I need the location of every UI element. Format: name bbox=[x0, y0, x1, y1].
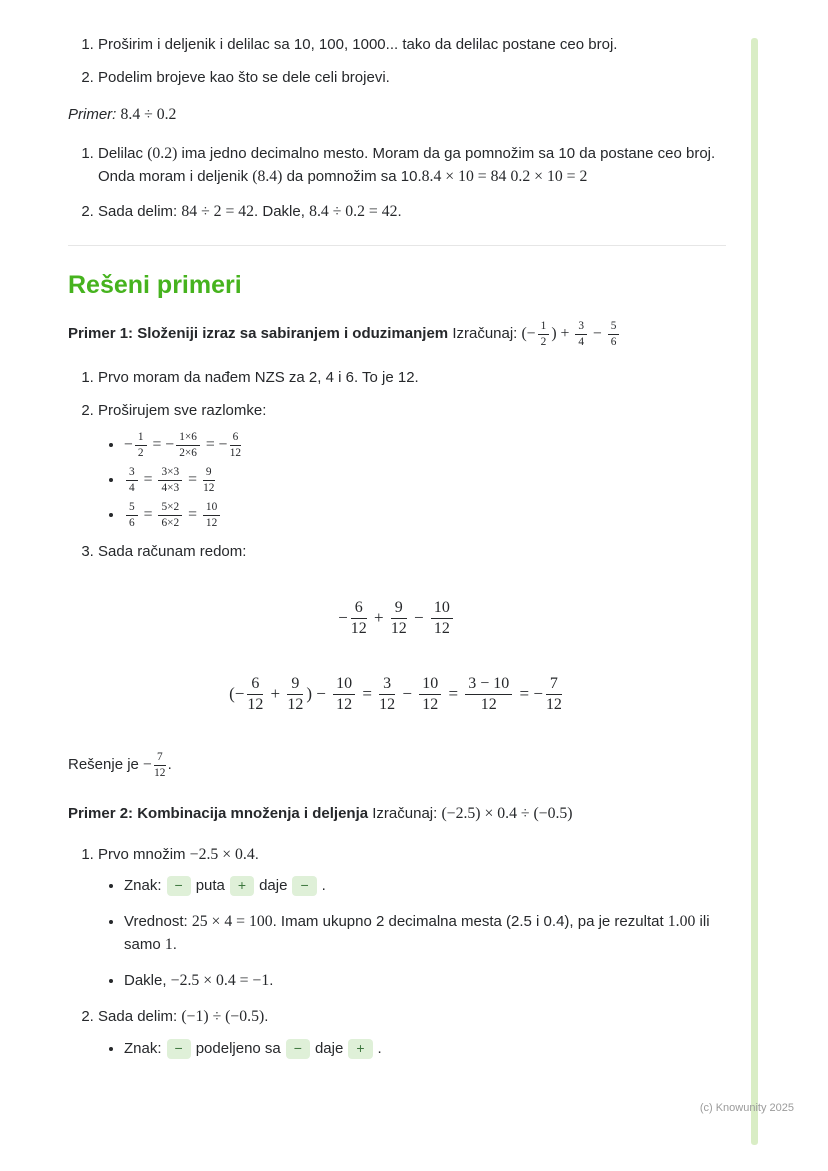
sign-badge-plus: + bbox=[230, 876, 254, 897]
text-run: . bbox=[264, 1008, 269, 1026]
solution-expression: − $\frac{7}{12}$ bbox=[143, 750, 166, 779]
division-step-1 bbox=[98, 142, 726, 188]
division-worked-steps bbox=[68, 142, 726, 222]
value-rule-bullet bbox=[124, 910, 726, 956]
math-expression: • $\frac{3}{4}$ = $\frac{3\times 3}{4\times 3}$ = $\frac{9}{12}$ bbox=[124, 471, 217, 488]
note-content bbox=[68, 34, 726, 1074]
sign-badge-minus: − bbox=[292, 876, 316, 897]
text-run: . bbox=[321, 876, 326, 894]
text-run: Proširujem sve razlomke: bbox=[98, 401, 267, 419]
sign-badge-minus: − bbox=[286, 1039, 310, 1060]
text-run: ima jedno decimalno mesto. Moram da ga pomnožim sa 10 da postane ceo broj. Onda moram i deljenik bbox=[98, 145, 716, 186]
math-run: 8.4 × 10 = 84 bbox=[421, 168, 507, 186]
text-run: ili samo bbox=[124, 912, 710, 954]
example2-heading bbox=[68, 802, 726, 825]
math-run: 8.4 ÷ 0.2 = 42 bbox=[309, 202, 398, 220]
math-run: 0.2 × 10 = 2 bbox=[510, 168, 588, 186]
math-expression: • $\frac{5}{6}$ = $\frac{5\times 2}{6\times 2}$ = $\frac{10}{12}$ bbox=[124, 506, 222, 523]
example1-task-label: Izračunaj: bbox=[452, 324, 522, 342]
text-run: Znak: bbox=[124, 876, 162, 894]
procedure-step-1: 1. Proširim i deljenik i delilac sa 10, 100, 1000... tako da delilac postane ceo broj. bbox=[98, 34, 726, 56]
text-run: Dakle, bbox=[124, 972, 171, 990]
math-run: 1 bbox=[164, 936, 173, 954]
example1-steps bbox=[68, 367, 726, 563]
text-run: daje bbox=[259, 876, 288, 894]
math-run: −2.5 × 0.4 = −1 bbox=[170, 972, 270, 990]
fraction-expansion-2 bbox=[124, 466, 726, 495]
text-run: Rešenje je bbox=[68, 755, 144, 773]
text-run: puta bbox=[195, 876, 225, 894]
math-run: (8.4) bbox=[252, 168, 283, 186]
math-run: −2.5 × 0.4 bbox=[189, 845, 255, 863]
example1-task-expression: (− $\frac{1}{2}$ ) + $\frac{3}{4}$ − $\frac{5}{6}$ bbox=[522, 325, 622, 342]
text-run: da pomnožim sa 10. bbox=[282, 168, 422, 186]
text-run: Znak: bbox=[124, 1039, 162, 1057]
text-run: Delilac bbox=[98, 145, 148, 163]
math-run: 84 ÷ 2 = 42 bbox=[181, 202, 255, 220]
sign-rule-bullet bbox=[124, 1038, 726, 1060]
sign-rule-bullet bbox=[124, 875, 726, 897]
solution-line bbox=[68, 751, 726, 780]
example1-step-1: 1. Prvo moram da nađem NZS za 2, 4 i 6. To je 12. bbox=[98, 367, 726, 389]
section-title: Rešeni primeri bbox=[68, 270, 242, 299]
fraction-expansion-3 bbox=[124, 501, 726, 530]
text-run: Vrednost: bbox=[124, 912, 192, 930]
math-run: 1.00 bbox=[667, 912, 696, 930]
primer-expression: 8.4 ÷ 0.2 bbox=[120, 106, 177, 124]
example2-task-expression: (−2.5) × 0.4 ÷ (−0.5) bbox=[441, 804, 573, 822]
text-run: . bbox=[397, 202, 402, 220]
example1-heading bbox=[68, 320, 726, 349]
sign-badge-plus: + bbox=[348, 1039, 372, 1060]
example2-title: Primer 2: Kombinacija množenja i deljenja bbox=[68, 804, 369, 822]
fraction-expansion-1 bbox=[124, 431, 726, 460]
text-run: . bbox=[167, 755, 172, 773]
scrollbar-thumb[interactable] bbox=[751, 38, 758, 1145]
section-divider bbox=[68, 245, 726, 246]
display-equation-1: − $\frac{6}{12}$ + $\frac{9}{12}$ − $\frac{10}{12}$ bbox=[68, 599, 726, 639]
text-run: podeljeno sa bbox=[195, 1039, 281, 1057]
text-run: . Dakle, bbox=[254, 202, 310, 220]
example2-steps bbox=[68, 843, 726, 1060]
math-run: (−1) ÷ (−0.5) bbox=[181, 1008, 265, 1026]
example1-step-2 bbox=[98, 400, 726, 530]
math-run: (0.2) bbox=[147, 145, 178, 163]
fraction-expansion-list bbox=[98, 431, 726, 530]
example1-title: Primer 1: Složeniji izraz sa sabiranjem i oduzimanjem bbox=[68, 324, 449, 342]
text-run: daje bbox=[314, 1039, 344, 1057]
result-bullet bbox=[124, 969, 726, 992]
math-run: 25 × 4 = 100 bbox=[191, 912, 273, 930]
text-run: . bbox=[254, 845, 259, 863]
procedure-step-2: 2. Podelim brojeve kao što se dele celi brojevi. bbox=[98, 67, 726, 89]
decimal-division-procedure-list bbox=[68, 34, 726, 89]
division-step-2 bbox=[98, 200, 726, 223]
text-run: Sada delim: bbox=[98, 202, 182, 220]
example1-step-3: 3. Sada računam redom: bbox=[98, 541, 726, 563]
example2-step1-bullets bbox=[98, 875, 726, 992]
text-run: . bbox=[269, 972, 274, 990]
text-run: . bbox=[377, 1039, 382, 1057]
copyright-note: (c) Knowunity 2025 bbox=[699, 1102, 794, 1114]
display-equation-2: (− $\frac{6}{12}$ + $\frac{9}{12}$ ) − $\frac{10}{12}$ = $\frac{3}{12}$ − $\frac{10}{12}$ = $\frac{3 - 10}{12}$ = − $\frac{7}{12}$ bbox=[229, 674, 562, 714]
text-run: Prvo množim bbox=[98, 845, 190, 863]
primer-label: Primer: bbox=[68, 106, 117, 124]
example2-step2-bullets bbox=[98, 1038, 726, 1060]
example2-step-1 bbox=[98, 843, 726, 993]
primer-line bbox=[68, 103, 726, 126]
example2-task-label: Izračunaj: bbox=[372, 804, 442, 822]
math-expression: − $\frac{1}{2}$ = − $\frac{1\times 6}{2\times 6}$ = − $\frac{6}{12}$ bbox=[124, 430, 242, 459]
sign-badge-minus: − bbox=[167, 876, 191, 897]
text-run: . bbox=[172, 936, 177, 954]
example2-step-2 bbox=[98, 1005, 726, 1059]
text-run: Sada delim: bbox=[98, 1008, 182, 1026]
sign-badge-minus: − bbox=[167, 1039, 191, 1060]
text-run: . Imam ukupno 2 decimalna mesta (2.5 i 0.4), pa je rezultat bbox=[272, 912, 668, 930]
